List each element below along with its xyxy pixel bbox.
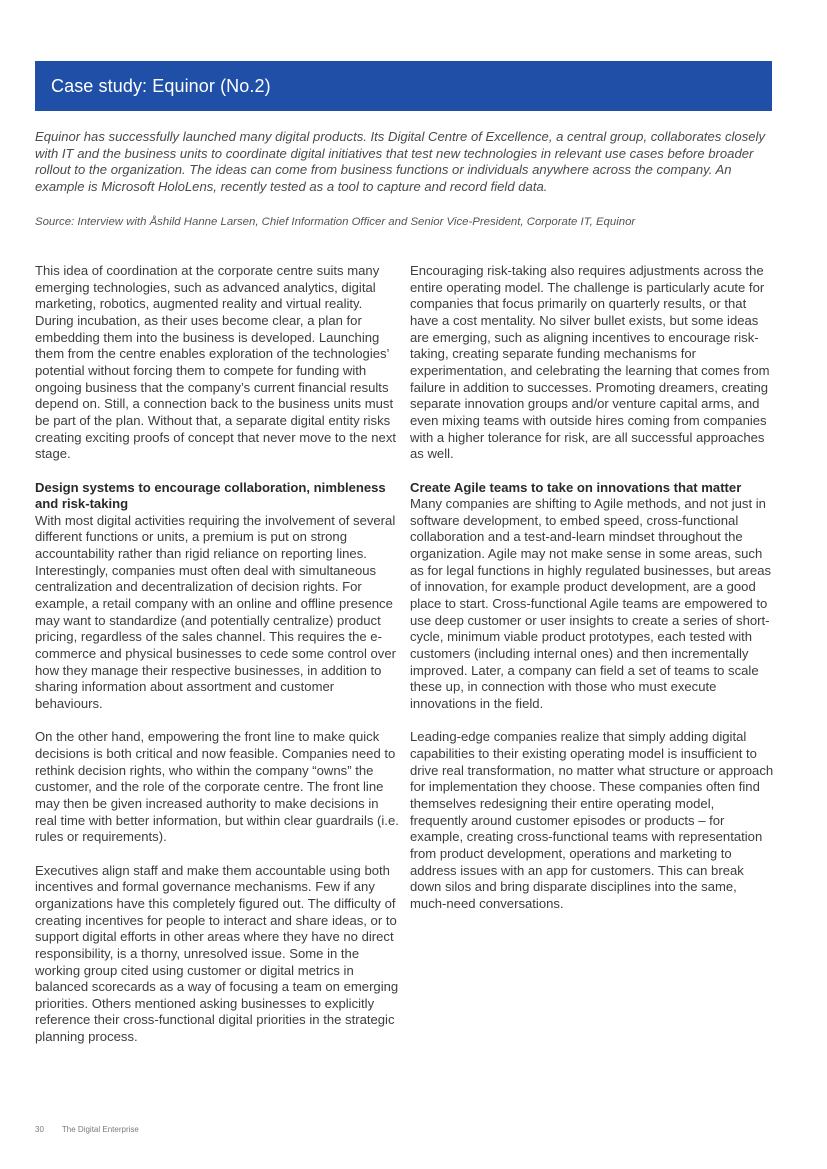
left-column — [35, 263, 399, 1062]
right-paragraph-1: Encouraging risk-taking also requires adjustments across the entire operating model. The challenge is particularly acute for companies that focus primarily on quarterly results, or that have a cost mentality. No silver bullet exists, but some ideas are emerging, such as aligning incentives to encourage risk-taking, creating separate funding mechanisms for experimentation, and celebrating the learning that comes from failure in addition to successes. Promoting dreamers, creating separate innovation groups and/or venture capital arms, and even mixing teams with outside hires coming from companies with a higher tolerance for risk, are all successful approaches as well. — [410, 263, 770, 462]
left-paragraph-2: With most digital activities requiring the involvement of several different functions or units, a premium is put on strong accountability rather than rigid reliance on reporting lines. Interestingly, companies must often deal with simultaneous centralization and decentralization of decision rights. For example, a retail company with an online and offline presence may want to standardize (and potentially centralize) product pricing, regardless of the sales channel. This requires the e-commerce and physical businesses to cede some control over how they manage their respective businesses, in addition to sharing information about assortment and customer behaviours. — [35, 512, 396, 712]
section-heading-agile-teams: Create Agile teams to take on innovations that matter — [410, 479, 742, 495]
page-footer — [35, 1125, 139, 1134]
page-number: 30 — [35, 1125, 44, 1134]
case-study-source: Source: Interview with Åshild Hanne Larsen, Chief Information Officer and Senior Vice-President, Corporate IT, Equinor — [35, 216, 636, 228]
left-paragraph-1: This idea of coordination at the corporate centre suits many emerging technologies, such as advanced analytics, digital marketing, robotics, augmented reality and virtual reality. During incubation, as their uses become clear, a plan for embedding them into the business is developed. Launching them from the centre enables exploration of the technologies’ potential without forcing them to compete for funding with ongoing business that the company’s current financial results depend on. Still, a connection back to the business units must be part of the plan. Without that, a separate digital entity risks creating exciting proofs of concept that never move to the next stage. — [35, 263, 397, 462]
right-paragraph-2: Many companies are shifting to Agile methods, and not just in software development, to embed speed, cross-functional collaboration and a test-and-learn mindset throughout the organization. Agile may not make sense in some areas, such as for legal functions in highly regulated businesses, but areas of innovation, for example product development, are a good place to start. Cross-functional Agile teams are empowered to use deep customer or user insights to create a series of short-cycle, minimum viable product prototypes, each tested with customers (including internal ones) and then incrementally improved. Later, a company can field a set of teams to scale these up, in connection with those who must execute innovations in the field. — [410, 496, 772, 712]
section-heading-collaboration: Design systems to encourage collaboration, nimbleness and risk-taking — [35, 479, 386, 512]
publication-title: The Digital Enterprise — [61, 1125, 139, 1134]
banner-title: Case study: Equinor (No.2) — [51, 75, 271, 96]
left-paragraph-3: On the other hand, empowering the front line to make quick decisions is both critical and now feasible. Companies need to rethink decision rights, who within the company “owns” the customer, and the role of the corporate centre. The front line may then be given increased authority to make decisions in real time with better information, but within clear guardrails (i.e. rules or requirements). — [35, 729, 399, 845]
left-paragraph-4: Executives align staff and make them accountable using both incentives and formal governance mechanisms. Few if any organizations have this completely figured out. The difficulty of creating incentives for people to interact and share ideas, or to support digital efforts in other areas where they have no direct responsibility, is a thorny, unresolved issue. Some in the working group cited using customer or digital metrics in balanced scorecards as a way of focusing a team on emerging priorities. Others mentioned asking businesses to explicitly reference their cross-functional digital priorities in the strategic planning process. — [35, 862, 399, 1045]
right-column — [410, 263, 774, 929]
case-study-banner — [35, 61, 772, 111]
right-paragraph-3: Leading-edge companies realize that simply adding digital capabilities to their existing operating model is insufficient to drive real transformation, no matter what structure or approach for implementation they choose. These companies often find themselves redesigning their entire operating model, frequently around customer episodes or products – for example, creating cross-functional teams with representation from product development, operations and marketing to address issues with an app for customers. This can break down silos and bring disparate disciplines into the same, much-need conversations. — [410, 729, 774, 911]
case-study-intro: Equinor has successfully launched many digital products. Its Digital Centre of Excellence, a central group, collaborates closely with IT and the business units to coordinate digital initiatives that test new technologies in relevant use cases before broader rollout to the organization. The ideas can come from business functions or individuals anywhere across the company. An example is Microsoft HoloLens, recently tested as a tool to capture and record field data. — [35, 129, 765, 194]
